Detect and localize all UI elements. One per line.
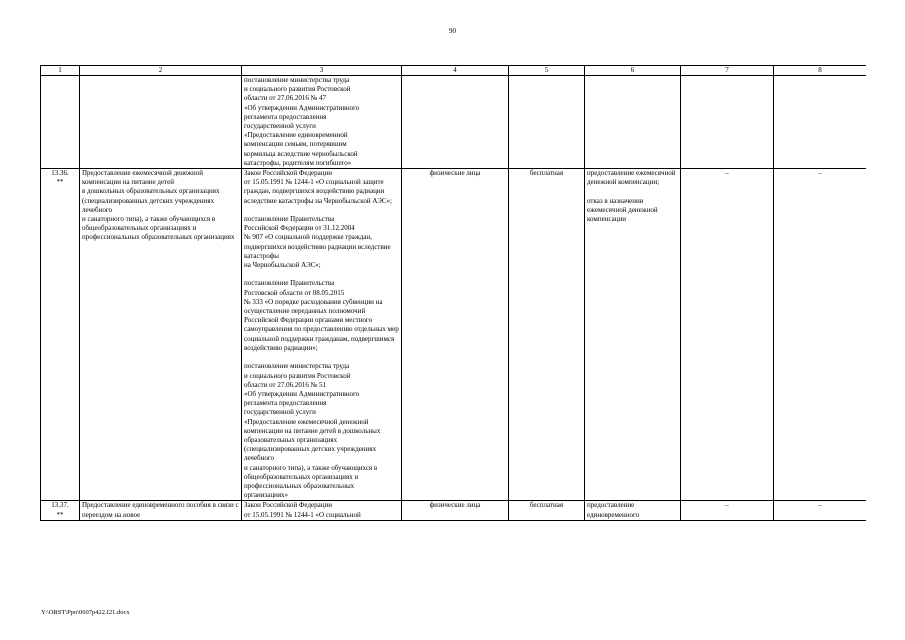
services-registry-table: [40, 65, 866, 521]
page-number: 90: [449, 27, 456, 35]
service-number: [41, 76, 80, 169]
column-header: 1: [41, 66, 80, 76]
document-file-path: Y:\ORST\Ppo\0607p422.f21.docx: [41, 609, 130, 616]
column-7-value: –: [681, 501, 774, 520]
column-7-value: –: [681, 169, 774, 501]
column-header: 2: [80, 66, 242, 76]
service-number: 13.37. **: [41, 501, 80, 520]
column-number-row: [41, 66, 867, 76]
table-row: [41, 501, 867, 520]
column-header: 4: [402, 66, 509, 76]
column-header: 3: [242, 66, 402, 76]
column-8-value: –: [774, 169, 867, 501]
table-row: [41, 76, 867, 169]
cost: бесплатная: [509, 169, 585, 501]
column-8-value: –: [774, 501, 867, 520]
table-row: [41, 169, 867, 501]
result: предоставление ежемесячной денежной компенсации; отказ в назначении ежемесячной денежной компенсации: [585, 169, 681, 501]
column-header: 8: [774, 66, 867, 76]
service-name: [80, 76, 242, 169]
service-name: Предоставление единовременного пособия в связи с переездом на новое: [80, 501, 242, 520]
legal-basis: Закон Российской Федерации от 15.05.1991 № 1244-1 «О социальной: [242, 501, 402, 520]
column-8-value: [774, 76, 867, 169]
cost: бесплатная: [509, 501, 585, 520]
service-name: Предоставление ежемесячной денежной компенсации на питание детей в дошкольных образовательных организациях (специализированных детских учреждениях лечебного и санаторного типа), а также обучающихся в общеобразовательных организациях и профессиональных образовательных организациях: [80, 169, 242, 501]
registry-table-wrapper: [40, 65, 866, 607]
result: [585, 76, 681, 169]
recipients: физические лица: [402, 169, 509, 501]
result: предоставление единовременного: [585, 501, 681, 520]
recipients: [402, 76, 509, 169]
column-header: 6: [585, 66, 681, 76]
service-number: 13.36. **: [41, 169, 80, 501]
column-header: 5: [509, 66, 585, 76]
legal-basis: постановление министерства труда и социального развития Ростовской области от 27.06.2016 № 47 «Об утверждении Административного регламента предоставления государственной услуги «Предоставление единовременной компенсации семьям, потерявшим кормильца вследствие чернобыльской катастрофы, родителям погибшего»: [242, 76, 402, 169]
column-header: 7: [681, 66, 774, 76]
legal-basis: Закон Российской Федерации от 15.05.1991 № 1244-1 «О социальной защите граждан, подвергшихся воздействию радиации вследствие катастрофы на Чернобыльской АЭС»; постановление Правительства Российской Федерации от 31.12.2004 № 907 «О социальной поддержке граждан, подвергшихся воздействию радиации вследствие катастрофы на Чернобыльской АЭС»; постановление Правительства Ростовской области от 08.05.2015 № 333 «О порядке расходования субвенции на осуществление переданных полномочий Российской Федерации органами местного самоуправления по предоставлению отдельных мер социальной поддержки гражданам, подвергшимся воздействию радиации»; постановление министерства труда и социального развития Ростовской области от 27.06.2016 № 51 «Об утверждении Административного регламента предоставления государственной услуги «Предоставление ежемесячной денежной компенсации на питание детей в дошкольных образовательных организациях (специализированных детских учреждениях лечебного и санаторного типа), а также обучающихся в общеобразовательных организациях и профессиональных образовательных организациях»: [242, 169, 402, 501]
recipients: физические лица: [402, 501, 509, 520]
cost: [509, 76, 585, 169]
column-7-value: [681, 76, 774, 169]
